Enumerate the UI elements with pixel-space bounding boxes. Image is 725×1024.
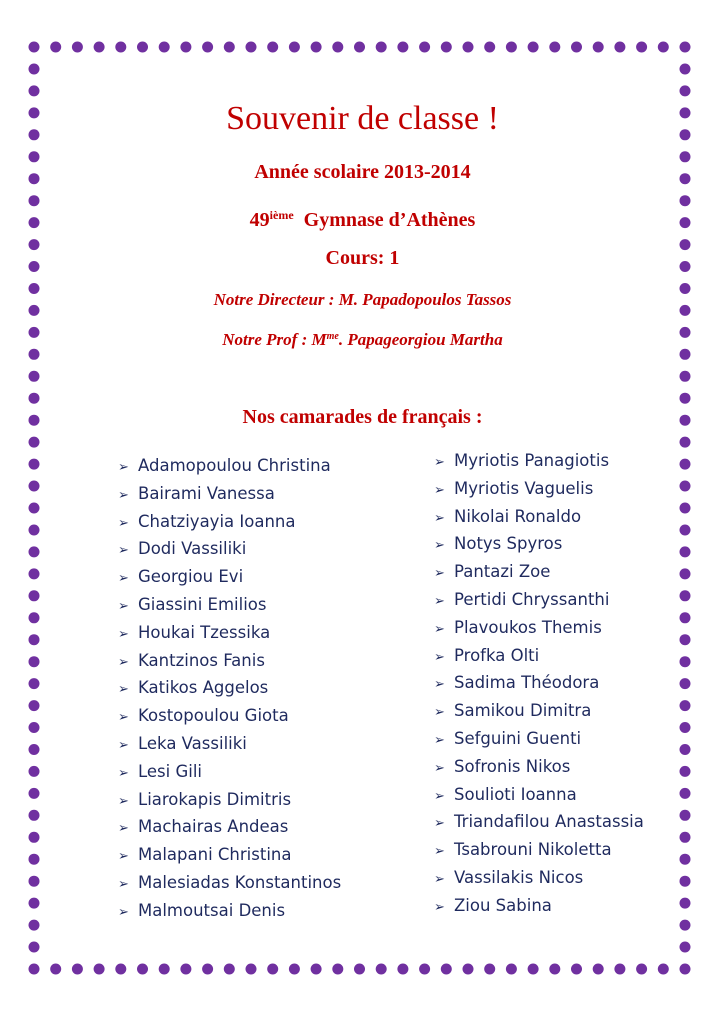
border-dot [267, 42, 278, 53]
border-dot [29, 942, 40, 953]
border-dot [680, 722, 691, 733]
arrow-bullet-icon: ➢ [434, 677, 445, 693]
arrow-bullet-icon: ➢ [118, 626, 129, 642]
student-name: Soulioti Ioanna [454, 784, 577, 804]
student-list-item [118, 786, 341, 814]
border-dot [680, 788, 691, 799]
border-dot [680, 634, 691, 645]
student-name: Malesiadas Konstantinos [138, 872, 342, 892]
student-name: Notys Spyros [454, 534, 563, 554]
student-list-item [118, 619, 341, 647]
border-dot [137, 42, 148, 53]
border-dot [680, 459, 691, 470]
border-dot [29, 459, 40, 470]
border-dot [29, 437, 40, 448]
arrow-bullet-icon: ➢ [118, 487, 129, 503]
border-dot [506, 42, 517, 53]
student-name: Vassilakis Nicos [454, 867, 584, 887]
border-dot [224, 964, 235, 975]
student-name: Bairami Vanessa [138, 483, 275, 503]
student-name: Ziou Sabina [454, 895, 552, 915]
border-dot [29, 788, 40, 799]
student-name: Nikolai Ronaldo [454, 506, 582, 526]
student-list-item [118, 647, 341, 675]
student-name: Tsabrouni Nikoletta [454, 840, 612, 860]
border-dot [50, 964, 61, 975]
border-dot [680, 744, 691, 755]
student-name: Malapani Christina [138, 845, 292, 865]
border-dot [528, 42, 539, 53]
student-list-item [118, 452, 341, 480]
student-name: Dodi Vassiliki [138, 539, 247, 559]
border-dot [680, 437, 691, 448]
arrow-bullet-icon: ➢ [434, 871, 445, 887]
border-dot [289, 42, 300, 53]
border-dot [289, 964, 300, 975]
school-name: Gymnase d’Athènes [303, 209, 476, 231]
border-dot [115, 42, 126, 53]
student-name: Giassini Emilios [138, 594, 267, 614]
arrow-bullet-icon: ➢ [118, 849, 129, 865]
border-dot [419, 42, 430, 53]
border-dot [680, 766, 691, 777]
arrow-bullet-icon: ➢ [118, 543, 129, 559]
border-dot [29, 590, 40, 601]
border-dot [267, 964, 278, 975]
border-dot [29, 876, 40, 887]
student-list-item [118, 869, 341, 897]
student-name: Kostopoulou Giota [138, 706, 289, 726]
teacher-prefix: Notre Prof : M [222, 330, 327, 349]
classmates-heading: Nos camarades de français : [242, 406, 483, 428]
student-name: Adamopoulou Christina [138, 456, 331, 475]
border-dot [202, 964, 213, 975]
student-name: Triandafilou Anastassia [454, 812, 644, 832]
border-dot [506, 964, 517, 975]
border-dot [680, 832, 691, 843]
border-dot [29, 700, 40, 711]
student-list-item [434, 642, 644, 670]
border-dot [29, 744, 40, 755]
border-dot [419, 964, 430, 975]
border-dot [680, 920, 691, 931]
arrow-bullet-icon: ➢ [434, 649, 445, 665]
border-dot [376, 964, 387, 975]
border-dot [311, 42, 322, 53]
border-dot [29, 612, 40, 623]
student-list-item [118, 758, 341, 786]
arrow-bullet-icon: ➢ [434, 593, 445, 609]
arrow-bullet-icon: ➢ [118, 460, 129, 475]
border-dot [680, 481, 691, 492]
border-dot [441, 42, 452, 53]
border-dot [332, 964, 343, 975]
student-name: Kantzinos Fanis [138, 650, 265, 670]
arrow-bullet-icon: ➢ [118, 515, 129, 531]
border-dot [29, 656, 40, 667]
border-dot [29, 568, 40, 579]
border-dot [29, 810, 40, 821]
border-dot [29, 920, 40, 931]
border-dot [636, 964, 647, 975]
border-dot [680, 371, 691, 382]
student-name: Liarokapis Dimitris [138, 789, 292, 809]
border-dot [528, 964, 539, 975]
student-list-item [434, 697, 644, 725]
border-dot [29, 42, 40, 53]
border-dot [680, 964, 691, 975]
border-dot [571, 964, 582, 975]
border-dot [636, 42, 647, 53]
director: Notre Directeur : M. Papadopoulos Tassos [213, 290, 512, 309]
student-name: Sadima Théodora [454, 673, 600, 693]
border-dot [680, 942, 691, 953]
border-dot [311, 964, 322, 975]
student-list-item [434, 808, 644, 836]
border-dot [680, 700, 691, 711]
student-name: Sefguini Guenti [454, 728, 582, 748]
student-name: Myriotis Panagiotis [454, 451, 610, 470]
course: Cours: 1 [325, 247, 400, 269]
border-dot [614, 964, 625, 975]
arrow-bullet-icon: ➢ [118, 904, 129, 920]
border-dot [29, 678, 40, 689]
border-dot [29, 503, 40, 514]
border-dot [180, 964, 191, 975]
border-dot [202, 42, 213, 53]
student-list-item [118, 813, 341, 841]
student-list-item [434, 475, 644, 503]
border-dot [680, 85, 691, 96]
border-dot [159, 42, 170, 53]
arrow-bullet-icon: ➢ [118, 876, 129, 892]
border-dot [354, 964, 365, 975]
arrow-bullet-icon: ➢ [118, 793, 129, 809]
border-dot [29, 85, 40, 96]
student-name: Pantazi Zoe [454, 562, 551, 582]
student-name: Profka Olti [454, 645, 540, 665]
border-dot [137, 964, 148, 975]
border-dot [246, 42, 257, 53]
student-list-item [434, 753, 644, 781]
border-dot [246, 964, 257, 975]
student-list-item [434, 530, 644, 558]
student-list-item [118, 674, 341, 702]
border-dot [72, 964, 83, 975]
arrow-bullet-icon: ➢ [434, 621, 445, 637]
student-name: Lesi Gili [138, 761, 203, 781]
arrow-bullet-icon: ➢ [434, 844, 445, 860]
school-name-line [0, 201, 725, 234]
page-title: Souvenir de classe ! [226, 100, 499, 137]
border-dot [463, 964, 474, 975]
arrow-bullet-icon: ➢ [434, 788, 445, 804]
border-dot [332, 42, 343, 53]
student-name: Houkai Tzessika [138, 622, 271, 642]
student-list-item [118, 897, 341, 925]
student-list-item [434, 669, 644, 697]
border-dot [484, 964, 495, 975]
border-dot [376, 42, 387, 53]
student-list-item [118, 702, 341, 730]
arrow-bullet-icon: ➢ [118, 654, 129, 670]
arrow-bullet-icon: ➢ [118, 765, 129, 781]
border-dot [397, 964, 408, 975]
teacher-line [0, 325, 725, 352]
border-dot [549, 42, 560, 53]
border-dot [484, 42, 495, 53]
border-dot [680, 876, 691, 887]
teacher-title-suffix: me [326, 331, 339, 342]
school-number: 49 [249, 209, 270, 231]
border-dot [680, 64, 691, 75]
border-dot [159, 964, 170, 975]
arrow-bullet-icon: ➢ [434, 455, 445, 470]
arrow-bullet-icon: ➢ [118, 598, 129, 614]
border-dot [463, 42, 474, 53]
border-dot [29, 898, 40, 909]
student-name: Katikos Aggelos [138, 678, 269, 698]
arrow-bullet-icon: ➢ [118, 571, 129, 587]
border-dot [29, 371, 40, 382]
border-dot [50, 42, 61, 53]
border-dot [29, 964, 40, 975]
student-list-item [434, 614, 644, 642]
border-dot [593, 964, 604, 975]
border-dot [94, 42, 105, 53]
border-dot [571, 42, 582, 53]
border-dot [29, 722, 40, 733]
border-dot [29, 832, 40, 843]
arrow-bullet-icon: ➢ [434, 816, 445, 832]
arrow-bullet-icon: ➢ [118, 682, 129, 698]
border-dot [680, 656, 691, 667]
border-dot [29, 766, 40, 777]
student-list-item [434, 864, 644, 892]
student-name: Myriotis Vaguelis [454, 478, 594, 498]
border-dot [29, 64, 40, 75]
student-name: Georgiou Evi [138, 567, 244, 587]
arrow-bullet-icon: ➢ [434, 482, 445, 498]
border-dot [29, 525, 40, 536]
arrow-bullet-icon: ➢ [434, 510, 445, 526]
border-dot [72, 42, 83, 53]
student-list-right [434, 447, 644, 920]
student-list-item [434, 586, 644, 614]
border-dot [658, 964, 669, 975]
border-dot [680, 546, 691, 557]
border-dot [680, 568, 691, 579]
border-dot [115, 964, 126, 975]
arrow-bullet-icon: ➢ [434, 705, 445, 721]
border-dot [354, 42, 365, 53]
border-dot [680, 525, 691, 536]
student-list-item [118, 591, 341, 619]
student-list-item [434, 725, 644, 753]
border-dot [549, 964, 560, 975]
border-dot [680, 678, 691, 689]
student-list-item [434, 503, 644, 531]
arrow-bullet-icon: ➢ [118, 737, 129, 753]
border-dot [29, 854, 40, 865]
student-name: Leka Vassiliki [138, 733, 247, 753]
border-dot [29, 546, 40, 557]
border-dot [680, 898, 691, 909]
student-name: Plavoukos Themis [454, 617, 602, 637]
border-dot [680, 854, 691, 865]
border-dot [614, 42, 625, 53]
student-list-left [118, 452, 341, 925]
student-list-item [434, 892, 644, 920]
student-list-item [118, 508, 341, 536]
border-dot [658, 42, 669, 53]
border-dot [441, 964, 452, 975]
border-dot [224, 42, 235, 53]
student-name: Chatziyayia Ioanna [138, 511, 296, 531]
school-year: Année scolaire 2013-2014 [254, 161, 471, 183]
border-dot [94, 964, 105, 975]
border-dot [593, 42, 604, 53]
student-name: Machairas Andeas [138, 817, 289, 837]
student-name: Sofronis Nikos [454, 756, 571, 776]
teacher-name: . Papageorgiou Martha [338, 330, 503, 349]
border-dot [180, 42, 191, 53]
student-name: Malmoutsai Denis [138, 900, 286, 920]
student-list-item [118, 480, 341, 508]
student-list-item [434, 836, 644, 864]
student-list-item [434, 447, 644, 475]
arrow-bullet-icon: ➢ [118, 821, 129, 837]
student-list-item [118, 563, 341, 591]
arrow-bullet-icon: ➢ [434, 732, 445, 748]
border-dot [29, 481, 40, 492]
student-list-item [118, 535, 341, 563]
border-dot [680, 810, 691, 821]
border-dot [29, 634, 40, 645]
border-dot [680, 612, 691, 623]
arrow-bullet-icon: ➢ [434, 566, 445, 582]
student-list-item [118, 730, 341, 758]
student-name: Pertidi Chryssanthi [454, 589, 610, 609]
arrow-bullet-icon: ➢ [434, 538, 445, 554]
student-list-item [434, 781, 644, 809]
student-list-item [434, 558, 644, 586]
arrow-bullet-icon: ➢ [434, 760, 445, 776]
arrow-bullet-icon: ➢ [118, 710, 129, 726]
school-suffix: ième [269, 208, 294, 222]
border-dot [680, 590, 691, 601]
student-list-item [118, 841, 341, 869]
border-dot [680, 503, 691, 514]
student-name: Samikou Dimitra [454, 701, 592, 721]
arrow-bullet-icon: ➢ [434, 899, 445, 915]
border-dot [397, 42, 408, 53]
border-dot [680, 42, 691, 53]
